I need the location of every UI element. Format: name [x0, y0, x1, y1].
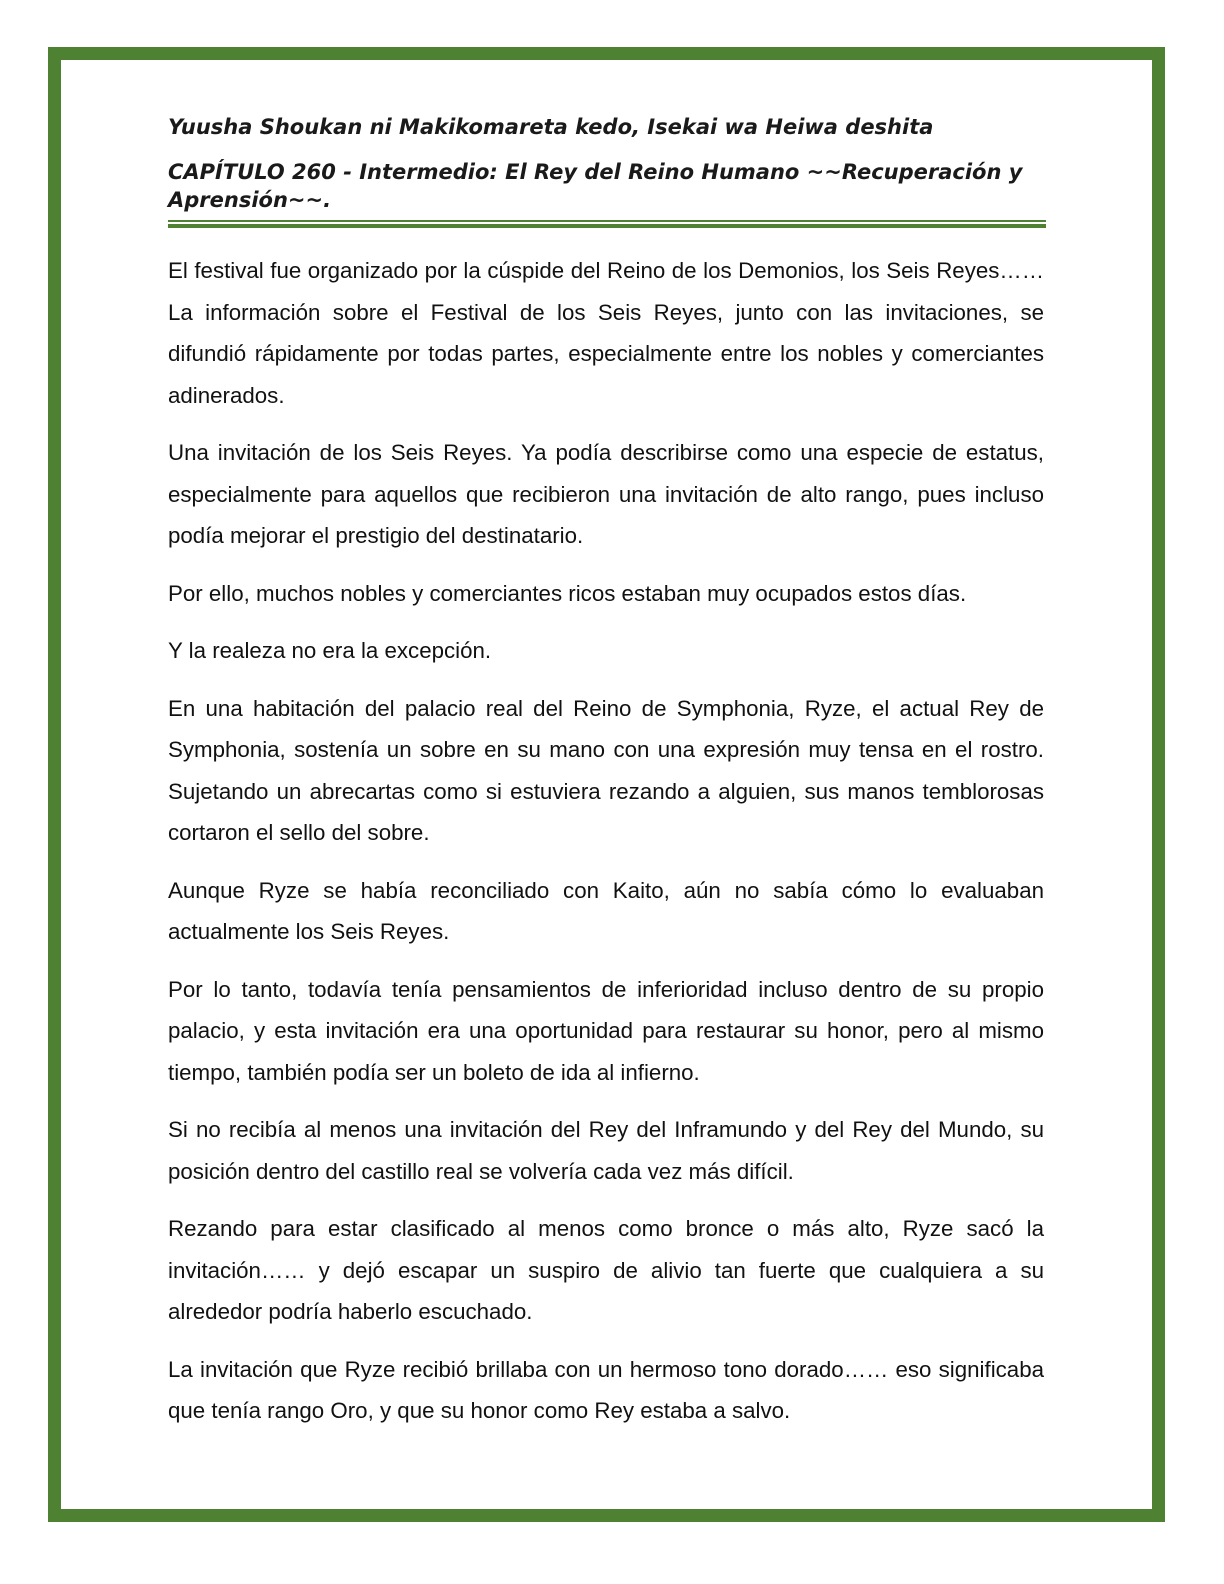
chapter-title: CAPÍTULO 260 - Intermedio: El Rey del Reino Humano ~~Recuperación y Aprensión~~.: [168, 160, 1023, 212]
paragraph: Por ello, muchos nobles y comerciantes ricos estaban muy ocupados estos días.: [168, 580, 967, 606]
paragraph: En una habitación del palacio real del Reino de Symphonia, Ryze, el actual Rey de Symphonia, sostenía un sobre en su mano con una expresión muy tensa en el rostro. Sujetando un abrecartas como si estuviera rezando a alguien, sus manos temblorosas cortaron el sello del sobre.: [168, 695, 1044, 845]
paragraph: Si no recibía al menos una invitación del Rey del Inframundo y del Rey del Mundo, su posición dentro del castillo real se volvería cada vez más difícil.: [168, 1117, 1044, 1184]
paragraph: Aunque Ryze se había reconciliado con Kaito, aún no sabía cómo lo evaluaban actualmente los Seis Reyes.: [168, 877, 1044, 944]
paragraph: Rezando para estar clasificado al menos como bronce o más alto, Ryze sacó la invitación…… y dejó escapar un suspiro de alivio tan fuerte que cualquiera a su alrededor podría haberlo escuchado.: [168, 1216, 1044, 1324]
paragraph: La invitación que Ryze recibió brillaba con un hermoso tono dorado…… eso significaba que tenía rango Oro, y que su honor como Rey estaba a salvo.: [168, 1356, 1044, 1423]
paragraph: El festival fue organizado por la cúspide del Reino de los Demonios, los Seis Reyes…… La información sobre el Festival de los Seis Reyes, junto con las invitaciones, se difundió rápidamente por todas partes, especialmente entre los nobles y comerciantes adinerados.: [168, 258, 1044, 408]
title-divider: [168, 220, 1046, 228]
document-content: [168, 112, 1044, 1448]
body-text: [168, 250, 1044, 1432]
series-title: Yuusha Shoukan ni Makikomareta kedo, Isekai wa Heiwa deshita: [168, 115, 934, 139]
paragraph: Una invitación de los Seis Reyes. Ya podía describirse como una especie de estatus, especialmente para aquellos que recibieron una invitación de alto rango, pues incluso podía mejorar el prestigio del destinatario.: [168, 440, 1044, 548]
paragraph: Y la realeza no era la excepción.: [168, 638, 492, 663]
paragraph: Por lo tanto, todavía tenía pensamientos de inferioridad incluso dentro de su propio palacio, y esta invitación era una oportunidad para restaurar su honor, pero al mismo tiempo, también podía ser un boleto de ida al infierno.: [168, 976, 1044, 1085]
